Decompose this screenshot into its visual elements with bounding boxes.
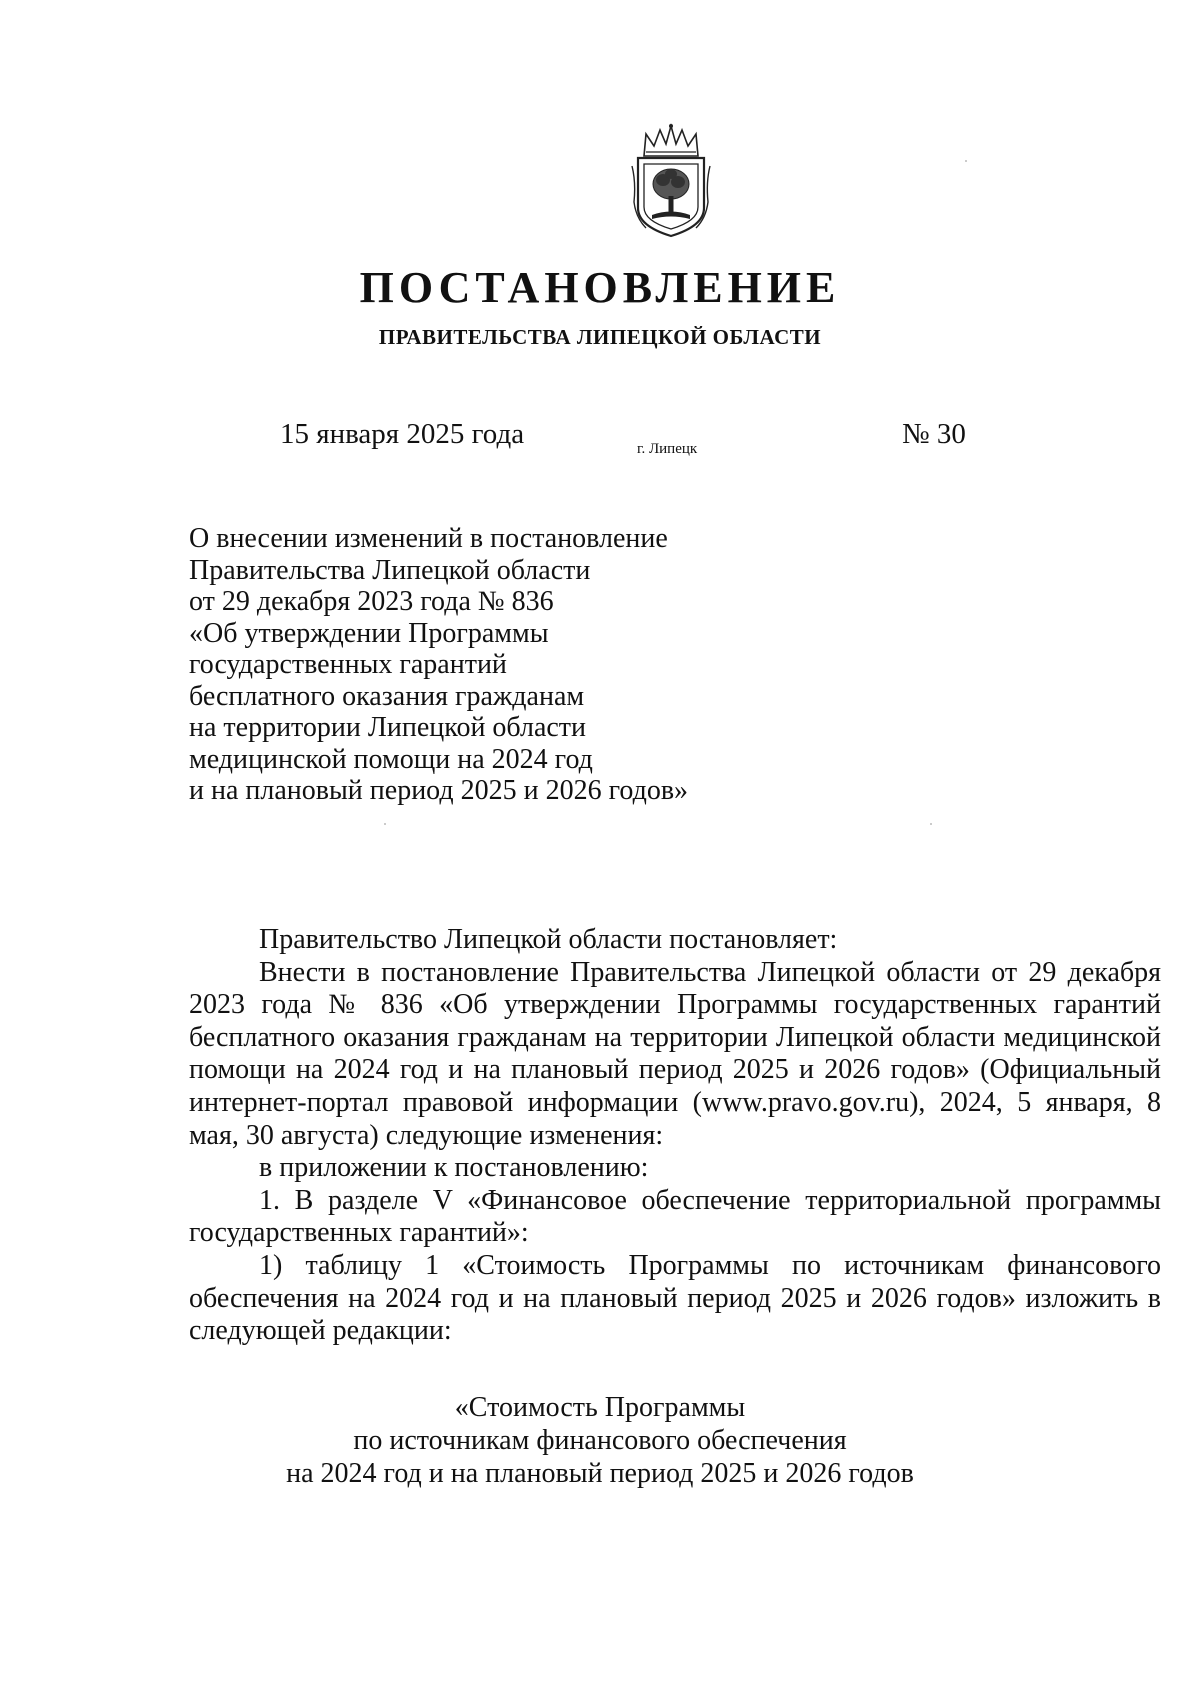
caption-line: «Стоимость Программы <box>454 1392 746 1423</box>
heading-line: О внесении изменений в постановление <box>189 523 668 554</box>
heading-line: государственных гарантий <box>189 649 507 680</box>
document-subtitle: ПРАВИТЕЛЬСТВА ЛИПЕЦКОЙ ОБЛАСТИ <box>378 325 822 349</box>
document-heading <box>189 523 688 807</box>
lipetsk-coat-of-arms-icon <box>630 122 712 240</box>
document-body <box>189 924 1161 1348</box>
body-paragraph: 1) таблицу 1 «Стоимость Программы по источникам финансового обеспечения на 2024 год и на плановый период 2025 и 2026 годов» изложить в следующей редакции: <box>189 1249 1161 1347</box>
heading-line: на территории Липецкой области <box>189 712 587 743</box>
heading-line: Правительства Липецкой области <box>189 554 591 586</box>
body-paragraph: Внести в постановление Правительства Липецкой области от 29 декабря 2023 года № 836 «Об утверждении Программы государственных гарантий бесплатного оказания гражданам на территории Липецкой области медицинской помощи на 2024 год и на плановый период 2025 и 2026 годов» (Официальный интернет-портал правовой информации (www.pravo.gov.ru), 2024, 5 января, 8 мая, 30 августа) следующие изменения: <box>189 956 1161 1151</box>
scan-speck <box>965 160 967 162</box>
scan-speck <box>930 823 932 825</box>
document-date: 15 января 2025 года <box>280 418 525 450</box>
document-number: № 30 <box>902 418 966 450</box>
document-city: г. Липецк <box>637 441 698 457</box>
heading-line: от 29 декабря 2023 года № 836 <box>189 586 554 617</box>
document-title: ПОСТАНОВЛЕНИЕ <box>359 263 841 312</box>
body-paragraph: 1. В разделе V «Финансовое обеспечение территориальной программы государственных гарантий»: <box>189 1184 1161 1249</box>
body-paragraph: в приложении к постановлению: <box>259 1152 649 1184</box>
heading-line: и на плановый период 2025 и 2026 годов» <box>189 775 689 806</box>
caption-line: на 2024 год и на плановый период 2025 и 2026 годов <box>286 1458 914 1489</box>
table-caption <box>0 1391 1200 1490</box>
scan-speck <box>384 823 386 825</box>
heading-line: медицинской помощи на 2024 год <box>189 743 593 775</box>
heading-line: «Об утверждении Программы <box>189 617 549 649</box>
heading-line: бесплатного оказания гражданам <box>189 680 585 712</box>
caption-line: по источникам финансового обеспечения <box>353 1425 847 1456</box>
body-paragraph: Правительство Липецкой области постановляет: <box>259 924 838 955</box>
